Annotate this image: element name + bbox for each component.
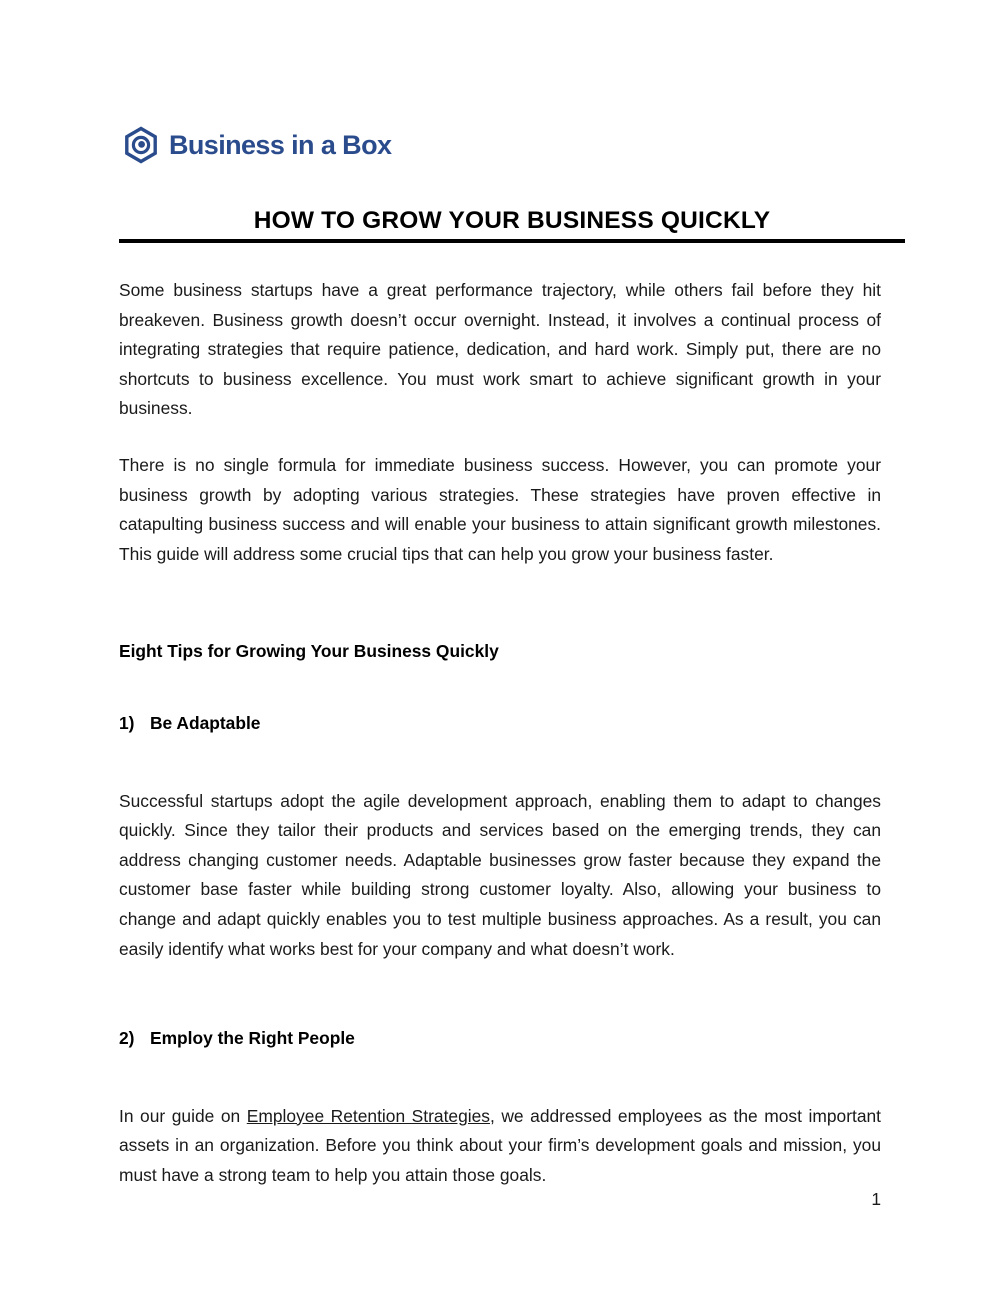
tip-2-body-after-link: , we addressed employees as the most important assets in an organization. Before you think about your firm’s development goals and mission, you must have a strong team to help you attain those goals. xyxy=(119,1105,881,1185)
spacer xyxy=(119,569,881,637)
tip-2-body-before-link: In our guide on xyxy=(119,1105,247,1126)
title-divider xyxy=(119,239,905,243)
intro-paragraph-2: There is no single formula for immediate business success. However, you can promote your business growth by adopting various strategies. These strategies have proven effective in catapulting business success and will enable your business to attain significant growth milestones. This guide will address some crucial tips that can help you grow your business faster. xyxy=(119,454,881,564)
spacer xyxy=(119,667,881,709)
spacer xyxy=(119,1054,881,1102)
tip-1-body: Successful startups adopt the agile development approach, enabling them to adapt to changes quickly. Since they tailor their products and services based on the emerging trends, they can address changing customer needs. Adaptable businesses grow faster because they expand the customer base faster while building strong customer loyalty. Also, allowing your business to change and adapt quickly enables you to test multiple business approaches. As a result, you can easily identify what works best for your company and what doesn’t work. xyxy=(119,790,881,959)
section-heading: Eight Tips for Growing Your Business Quickly xyxy=(119,641,499,662)
tip-2-number: 2) xyxy=(119,1028,135,1049)
document-body xyxy=(119,276,881,1190)
spacer xyxy=(119,739,881,787)
brand-logo xyxy=(122,126,391,164)
spacer xyxy=(119,424,881,451)
page-number: 1 xyxy=(871,1189,881,1209)
tip-1-title: Be Adaptable xyxy=(150,712,261,733)
tip-1-heading xyxy=(119,709,881,739)
employee-retention-strategies-link[interactable]: Employee Retention Strategies xyxy=(246,1105,490,1126)
brand-name: Business in a Box xyxy=(169,129,392,160)
intro-paragraph-1: Some business startups have a great performance trajectory, while others fail before they hit breakeven. Business growth doesn’t occur overnight. Instead, it involves a continual process of integrating strategies that require patience, dedication, and hard work. Simply put, there are no shortcuts to business excellence. You must work smart to achieve significant growth in your business. xyxy=(119,280,881,419)
tip-2-heading xyxy=(119,1024,881,1054)
page-title: HOW TO GROW YOUR BUSINESS QUICKLY xyxy=(253,207,771,234)
hexagon-circle-logo-icon xyxy=(122,126,160,164)
tip-1-number: 1) xyxy=(119,712,135,733)
tip-2-title: Employ the Right People xyxy=(150,1028,355,1049)
tip-2-body xyxy=(119,1102,881,1191)
spacer xyxy=(119,964,881,1024)
